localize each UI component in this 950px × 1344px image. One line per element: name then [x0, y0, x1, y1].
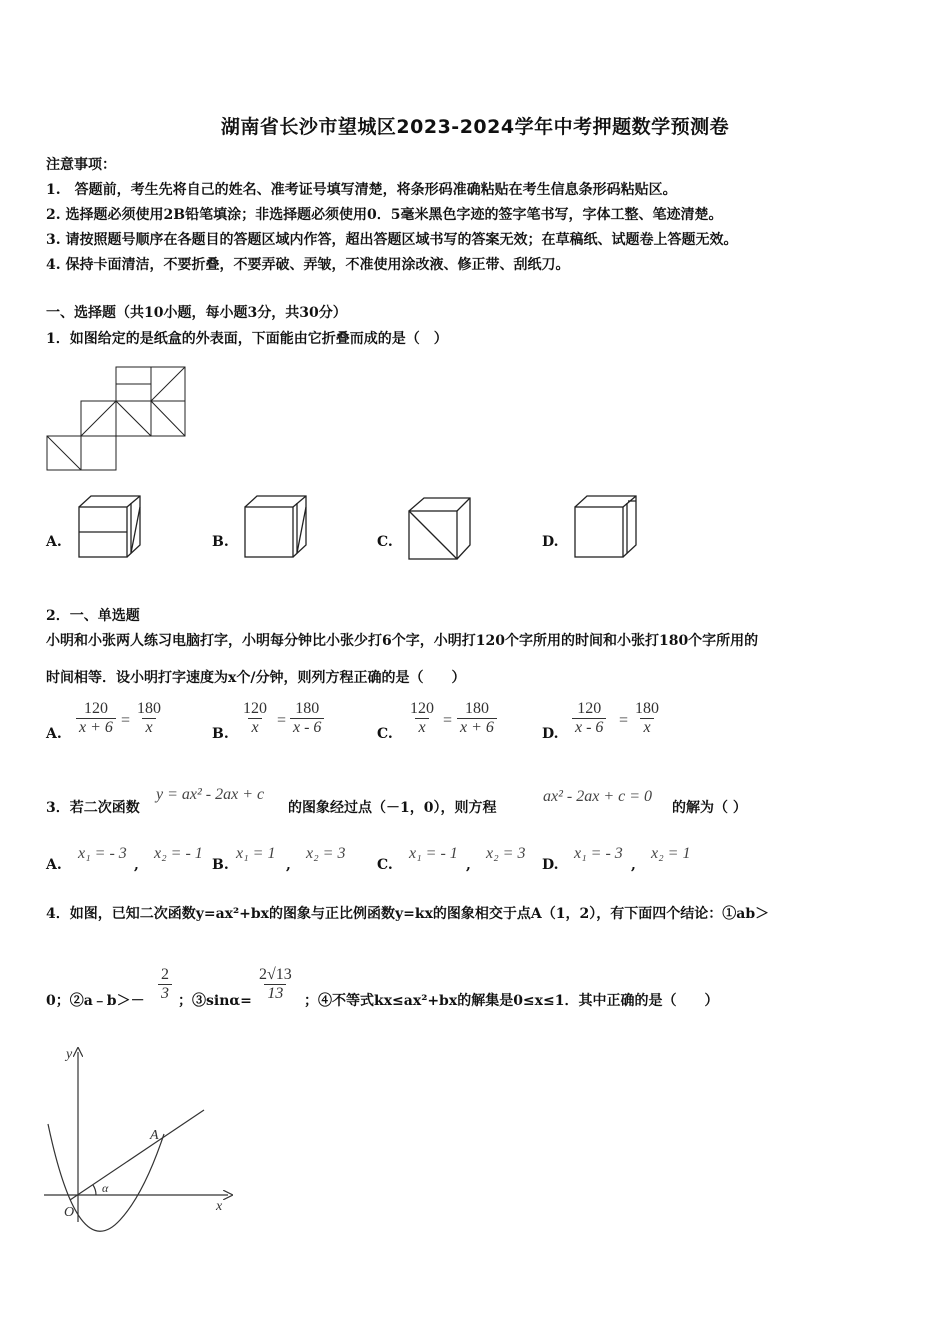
q4-line-2c: ；④不等式kx≤ax²+bx的解集是0≤x≤1．其中正确的是（ ） — [304, 993, 719, 1009]
q2-b-frac-left — [240, 700, 270, 737]
note-item-3: 3. 请按照题号顺序在各题目的答题区域内作答，超出答题区域书写的答案无效；在草稿纸、试题卷上答题无效。 — [46, 232, 738, 248]
equals-sign: = — [619, 712, 629, 729]
numerator: 120 — [410, 700, 434, 717]
q2-c-frac-right — [457, 700, 497, 737]
y-label: y — [66, 1047, 73, 1062]
q3-option-b-label[interactable]: B. — [212, 857, 229, 873]
q3-c-x1: x₁ = - 1 — [409, 845, 458, 862]
q2-d-frac-left — [572, 700, 606, 737]
q2-c-frac-left — [407, 700, 437, 737]
q2-option-a-label[interactable]: A. — [46, 726, 62, 742]
q3-equation: ax² - 2ax + c = 0 — [543, 788, 653, 805]
separator-comma: , — [631, 857, 636, 873]
numerator: 180 — [464, 700, 489, 717]
q2-line-2: 时间相等．设小明打字速度为x个/分钟，则列方程正确的是（ ） — [46, 670, 466, 686]
q1-stem: 1．如图给定的是纸盒的外表面，下面能由它折叠而成的是（ ） — [46, 331, 448, 347]
section-heading: 一、选择题（共10小题，每小题3分，共30分） — [46, 305, 347, 321]
q2-a-frac-left — [76, 700, 116, 737]
page-title: 湖南省长沙市望城区2023-2024学年中考押题数学预测卷 — [220, 116, 730, 138]
note-item-2: 2. 选择题必须使用2B铅笔填涂；非选择题必须使用0．5毫米黑色字迹的签字笔书写，字体工整、笔迹清楚。 — [46, 207, 723, 223]
q3-suffix: 的解为（ ） — [672, 800, 747, 816]
q1-option-b[interactable]: B. — [212, 534, 229, 550]
note-item-4: 4. 保持卡面清洁，不要折叠，不要弄破、弄皱，不准使用涂改液、修正带、刮纸刀。 — [46, 257, 570, 273]
line-y-kx — [70, 1110, 204, 1200]
q1-cube-a — [78, 495, 142, 559]
denominator: x + 6 — [457, 718, 497, 737]
q2-b-frac-right — [290, 700, 324, 737]
numerator: 120 — [243, 700, 267, 717]
q3-a-x1: x₁ = - 3 — [78, 845, 127, 862]
q3-a-x2: x₂ = - 1 — [154, 845, 203, 862]
denominator: x — [248, 718, 261, 737]
q3-b-x1: x₁ = 1 — [236, 845, 276, 862]
q3-mid: 的图象经过点（－1，0），则方程 — [288, 800, 497, 816]
denominator: x - 6 — [290, 718, 324, 737]
q4-line-2b: ；③sinα= — [178, 993, 252, 1009]
separator-comma: , — [466, 857, 471, 873]
notes-heading: 注意事项： — [46, 157, 116, 173]
equals-sign: = — [121, 712, 131, 729]
q2-a-frac-right — [134, 700, 164, 737]
q4-fraction-sqrt13 — [256, 966, 295, 1003]
q2-line-1: 小明和小张两人练习电脑打字，小明每分钟比小张少打6个字，小明打120个字所用的时间和小张打180个字所用的 — [46, 633, 759, 649]
x-label: x — [216, 1199, 223, 1214]
q2-option-b-label[interactable]: B. — [212, 726, 229, 742]
q2-option-d-label[interactable]: D. — [542, 726, 559, 742]
q2-option-c-label[interactable]: C. — [377, 726, 393, 742]
origin-label: O — [64, 1205, 75, 1220]
numerator: 2 — [161, 966, 169, 983]
q3-d-x1: x₁ = - 3 — [574, 845, 623, 862]
numerator: 120 — [577, 700, 602, 717]
q4-line-2a: 0；②a﹣b＞－ — [46, 993, 145, 1009]
numerator: 180 — [635, 700, 659, 717]
q2-header: 2．一、单选题 — [46, 608, 140, 624]
denominator: 13 — [264, 984, 286, 1003]
denominator: x - 6 — [572, 718, 606, 737]
angle-alpha-arc — [93, 1185, 96, 1195]
numerator: 180 — [295, 700, 320, 717]
q4-fraction-two-thirds — [158, 966, 172, 1003]
equals-sign: = — [443, 712, 453, 729]
denominator: 3 — [158, 984, 172, 1003]
q1-option-d[interactable]: D. — [542, 534, 559, 550]
equals-sign: = — [277, 712, 287, 729]
q1-cube-d — [574, 495, 642, 559]
q2-d-frac-right — [632, 700, 662, 737]
separator-comma: , — [134, 857, 139, 873]
q1-cube-b — [244, 495, 308, 559]
q1-option-c[interactable]: C. — [377, 534, 393, 550]
q4-graph — [40, 1044, 240, 1226]
q4-line-1: 4．如图，已知二次函数y=ax²+bx的图象与正比例函数y=kx的图象相交于点A（1，2），有下面四个结论：①ab＞ — [46, 906, 770, 922]
denominator: x — [142, 718, 155, 737]
q1-cube-c — [408, 497, 472, 561]
denominator: x + 6 — [76, 718, 116, 737]
numerator: 120 — [83, 700, 108, 717]
q1-net-figure — [46, 366, 188, 472]
q3-option-a-label[interactable]: A. — [46, 857, 62, 873]
numerator: 2√13 — [259, 966, 292, 983]
q3-prefix: 3．若二次函数 — [46, 800, 140, 816]
note-item-1: 1. 答题前，考生先将自己的姓名、准考证号填写清楚，将条形码准确粘贴在考生信息条形码粘贴区。 — [46, 182, 677, 198]
separator-comma: , — [286, 857, 291, 873]
q3-b-x2: x₂ = 3 — [306, 845, 346, 862]
q3-function: y = ax² - 2ax + c — [156, 786, 265, 803]
q3-d-x2: x₂ = 1 — [651, 845, 691, 862]
numerator: 180 — [137, 700, 161, 717]
denominator: x — [640, 718, 653, 737]
q3-option-c-label[interactable]: C. — [377, 857, 393, 873]
q3-option-d-label[interactable]: D. — [542, 857, 559, 873]
point-a-label: A — [150, 1128, 159, 1143]
denominator: x — [415, 718, 428, 737]
q3-c-x2: x₂ = 3 — [486, 845, 526, 862]
q1-option-a[interactable]: A. — [46, 534, 62, 550]
alpha-label: α — [102, 1181, 109, 1195]
